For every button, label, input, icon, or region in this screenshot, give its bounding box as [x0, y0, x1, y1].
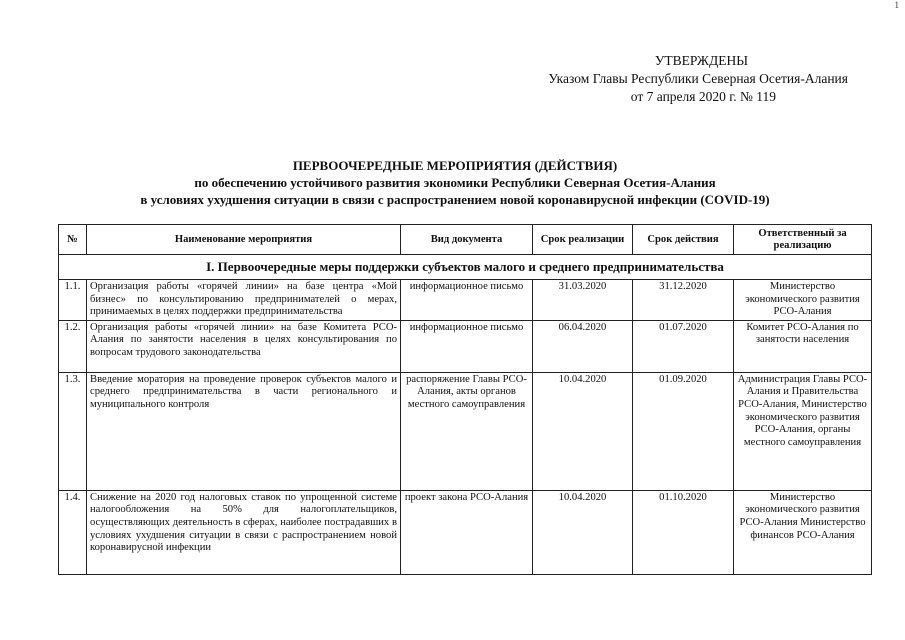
row-name: Снижение на 2020 год налоговых ставок по упрощенной системе налогообложения на 50% для налогоплательщиков, осуществляющих деятельность в сферах, наиболее пострадавших в условиях ухудшения ситуации в связи с распространением новой коронавирусной инфекции: [87, 490, 401, 574]
corner-mark: 1: [894, 0, 899, 10]
title-line-2: по обеспечению устойчивого развития экономики Республики Северная Осетия-Алания: [194, 175, 716, 190]
header-name: Наименование мероприятия: [87, 225, 401, 255]
row-resp: Министерство экономического развития РСО-Алания: [734, 280, 872, 321]
row-impl: 06.04.2020: [533, 320, 633, 372]
row-valid: 31.12.2020: [633, 280, 734, 321]
header-impl: Срок реализации: [533, 225, 633, 255]
header-resp: Ответственный за реализацию: [734, 225, 872, 255]
measures-table: [58, 224, 872, 575]
row-num: 1.2.: [59, 320, 87, 372]
approval-block: [520, 52, 850, 106]
title-line-1: ПЕРВООЧЕРЕДНЫЕ МЕРОПРИЯТИЯ (ДЕЙСТВИЯ): [292, 158, 618, 173]
table-header-row: [59, 225, 872, 255]
approval-decree: Указом Главы Республики Северная Осетия-Алания: [548, 71, 848, 86]
row-num: 1.1.: [59, 280, 87, 321]
header-num: №: [59, 225, 87, 255]
table-row: [59, 280, 872, 321]
row-valid: 01.10.2020: [633, 490, 734, 574]
approval-date: от 7 апреля 2020 г. № 119: [630, 89, 776, 104]
row-impl: 10.04.2020: [533, 372, 633, 490]
table-row: [59, 372, 872, 490]
row-num: 1.4.: [59, 490, 87, 574]
section-row: [59, 255, 872, 280]
row-num: 1.3.: [59, 372, 87, 490]
header-valid: Срок действия: [633, 225, 734, 255]
approval-heading: УТВЕРЖДЕНЫ: [654, 53, 748, 68]
section-title: I. Первоочередные меры поддержки субъектов малого и среднего предпринимательства: [59, 255, 872, 280]
row-impl: 10.04.2020: [533, 490, 633, 574]
row-resp: Администрация Главы РСО-Алания и Правительства РСО-Алания, Министерство экономического развития РСО-Алания, органы местного самоуправления: [734, 372, 872, 490]
row-doc: распоряжение Главы РСО-Алания, акты органов местного самоуправления: [401, 372, 533, 490]
row-name: Введение моратория на проведение проверок субъектов малого и среднего предпринимательства в части регионального и муниципального контроля: [87, 372, 401, 490]
row-name: Организация работы «горячей линии» на базе Комитета РСО-Алания по занятости населения в целях консультирования по вопросам трудового законодательства: [87, 320, 401, 372]
row-valid: 01.07.2020: [633, 320, 734, 372]
row-doc: проект закона РСО-Алания: [401, 490, 533, 574]
header-doc: Вид документа: [401, 225, 533, 255]
row-valid: 01.09.2020: [633, 372, 734, 490]
title-line-3: в условиях ухудшения ситуации в связи с распространением новой коронавирусной инфекции (COVID-19): [140, 192, 770, 207]
table-row: [59, 320, 872, 372]
row-name: Организация работы «горячей линии» на базе центра «Мой бизнес» по консультированию предпринимателей о мерах, принимаемых в целях поддержки предпринимательства: [87, 280, 401, 321]
row-resp: Министерство экономического развития РСО-Алания Министерство финансов РСО-Алания: [734, 490, 872, 574]
row-doc: информационное письмо: [401, 280, 533, 321]
document-title: [90, 157, 820, 208]
row-impl: 31.03.2020: [533, 280, 633, 321]
table-row: [59, 490, 872, 574]
row-doc: информационное письмо: [401, 320, 533, 372]
row-resp: Комитет РСО-Алания по занятости населения: [734, 320, 872, 372]
